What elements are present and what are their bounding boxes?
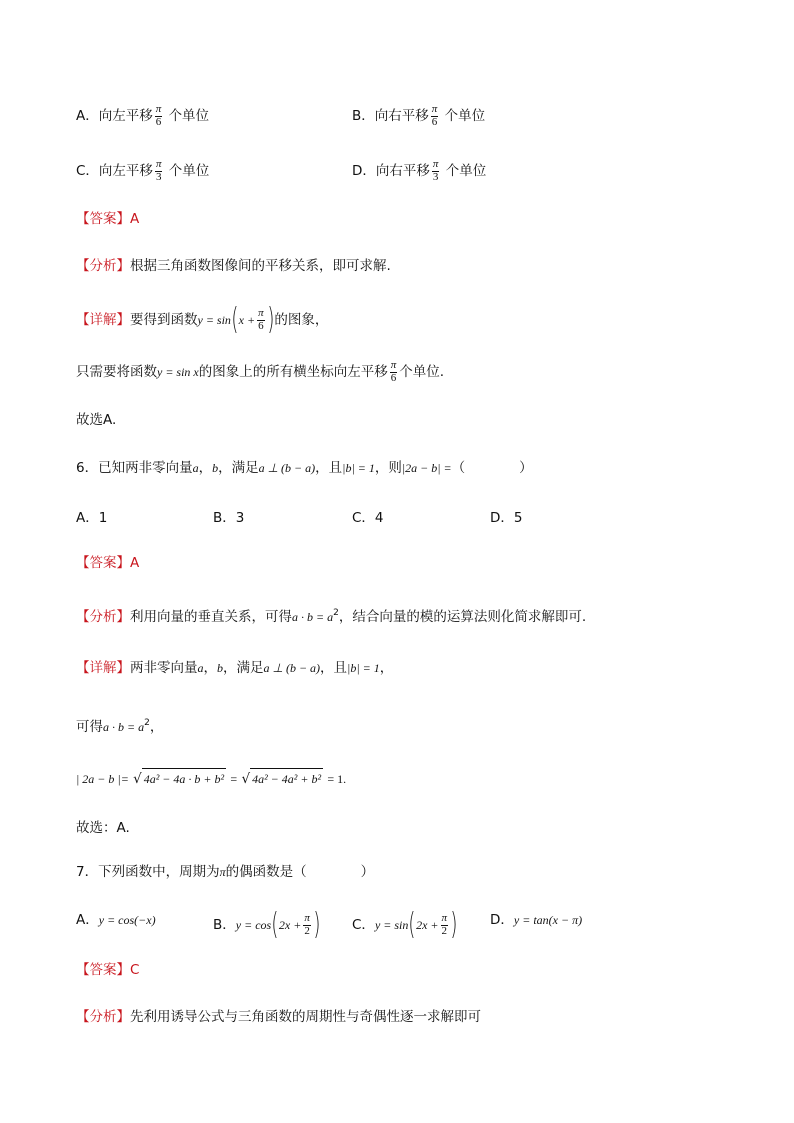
conclusion: 故选A.: [76, 412, 117, 428]
answer-line: 【答案】C: [76, 962, 140, 978]
option-d: D．5: [490, 510, 523, 526]
option-b: B．3: [213, 510, 245, 526]
conclusion: 故选：A.: [76, 820, 130, 836]
option-c: C．向左平移 $\frac{\pi}{3}$ 个单位: [76, 158, 210, 183]
detail-line: 【详解】两非零向量a，b，满足a ⊥ (b − a)，且|b| = 1，: [76, 660, 394, 676]
option-a: A．向左平移 $\frac{\pi}{6}$ 个单位: [76, 103, 210, 128]
option-b: B．y = cos(2x + $\frac{\pi}{2}$ ): [213, 907, 321, 942]
fraction: $\frac{\pi}{6}$: [155, 103, 162, 128]
fraction: $\frac{\pi}{6}$: [431, 103, 438, 128]
option-d: D．y = tan(x − π): [490, 912, 583, 928]
fraction: $\frac{\pi}{3}$: [432, 158, 439, 183]
detail-line-2: 可得$a \cdot b = a^2$，: [76, 718, 164, 735]
sqrt-sign: √: [133, 771, 142, 787]
option-c: C．4: [352, 510, 384, 526]
calc-line: | 2a − b |= √ 4a² − 4a · b + b² = √ 4a² − 4a² + b² = 1.: [76, 768, 346, 789]
analysis-line: 【分析】利用向量的垂直关系，可得$a \cdot b = a^2$，结合向量的模的运算法则化简求解即可.: [76, 608, 587, 625]
sqrt-sign: √: [241, 771, 251, 787]
detail-line: 【详解】要得到函数y = sin(x + $\frac{\pi}{6}$ )的图象，: [76, 302, 329, 337]
detail-line-2: 只需要将函数y = sin x的图象上的所有横坐标向左平移 $\frac{\pi}{6}$ 个单位.: [76, 359, 445, 384]
option-d: D．向右平移 $\frac{\pi}{3}$ 个单位: [352, 158, 487, 183]
fraction: $\frac{\pi}{3}$: [155, 158, 162, 183]
answer-line: 【答案】A: [76, 555, 140, 571]
fraction: $\frac{\pi}{6}$: [258, 306, 264, 332]
fraction: $\frac{\pi}{6}$: [390, 359, 397, 384]
analysis-line: 【分析】根据三角函数图像间的平移关系，即可求解.: [76, 258, 391, 274]
fraction: $\frac{\pi}{2}$: [304, 911, 310, 937]
option-c: C．y = sin(2x + $\frac{\pi}{2}$ ): [352, 907, 458, 942]
analysis-line: 【分析】先利用诱导公式与三角函数的周期性与奇偶性逐一求解即可: [76, 1009, 481, 1025]
question-7-stem: 7．下列函数中，周期为π的偶函数是（ ）: [76, 864, 375, 880]
option-a: A．1: [76, 510, 108, 526]
option-a: A．y = cos(−x): [76, 912, 156, 928]
fraction: $\frac{\pi}{2}$: [441, 911, 448, 937]
option-b: B．向右平移 $\frac{\pi}{6}$ 个单位: [352, 103, 486, 128]
question-6-stem: 6．已知两非零向量a，b，满足a ⊥ (b − a)，且|b| = 1，则|2a − b| =（ ）: [76, 460, 533, 476]
answer-line: 【答案】A: [76, 211, 140, 227]
